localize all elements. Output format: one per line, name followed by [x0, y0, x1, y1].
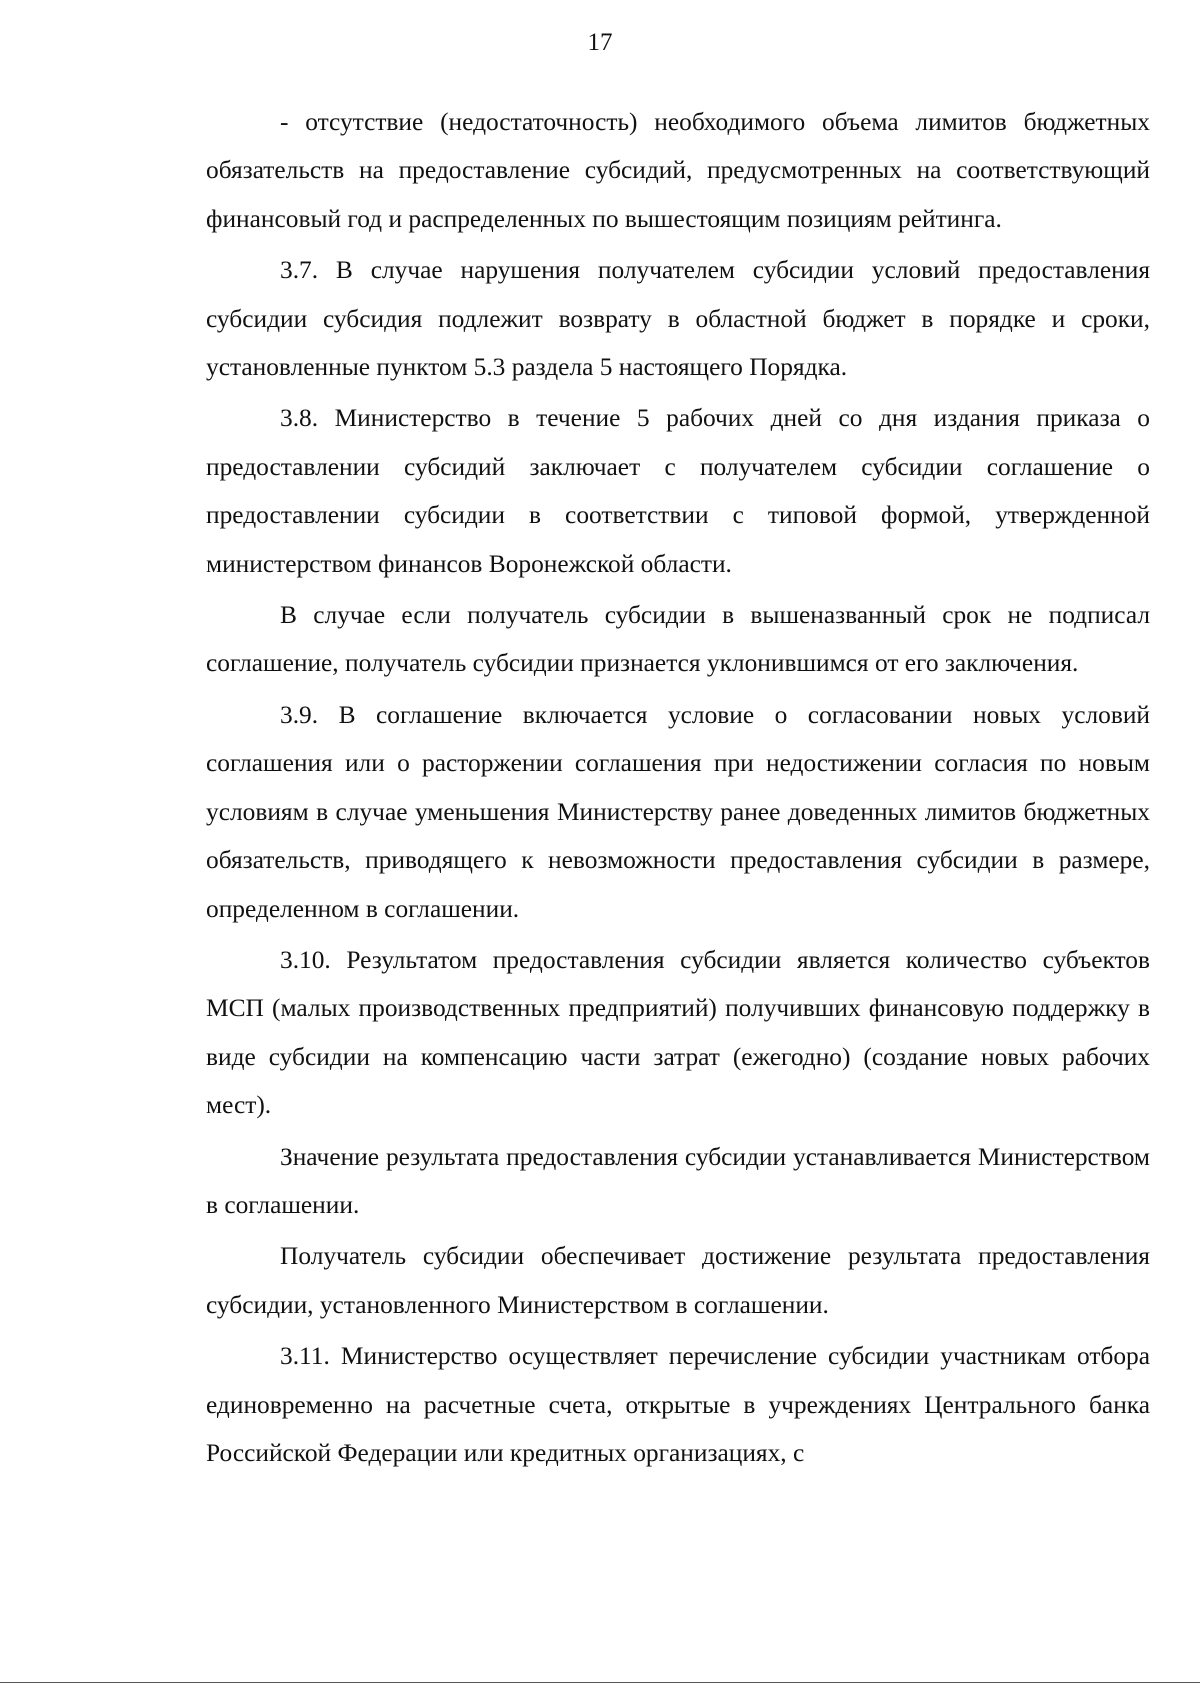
- paragraph-3-9: 3.9. В соглашение включается условие о согласовании новых условий соглашения или о расторжении соглашения при недостижении согласия по новым условиям в случае уменьшения Министерству ранее доведенных лимитов бюджетных обязательств, приводящего к невозможности предоставления субсидии в размере, определенном в соглашении.: [206, 700, 1150, 923]
- paragraph-3-7: 3.7. В случае нарушения получателем субсидии условий предоставления субсидии субсидия подлежит возврату в областной бюджет в порядке и сроки, установленные пунктом 5.3 раздела 5 настоящего Порядка.: [206, 256, 1150, 382]
- page-bottom-rule: [0, 1682, 1200, 1683]
- page-number: 17: [587, 29, 613, 56]
- paragraph-limits-shortage: - отсутствие (недостаточность) необходимого объема лимитов бюджетных обязательств на предоставление субсидий, предусмотренных на соответствующий финансовый год и распределенных по вышестоящим позициям рейтинга.: [206, 108, 1150, 233]
- paragraph-result-value: Значение результата предоставления субсидии устанавливается Министерством в соглашении.: [206, 1142, 1150, 1219]
- paragraph-unsigned-agreement: В случае если получатель субсидии в вышеназванный срок не подписал соглашение, получатель субсидии признается уклонившимся от его заключения.: [206, 601, 1150, 678]
- paragraph-3-8: 3.8. Министерство в течение 5 рабочих дней со дня издания приказа о предоставлении субсидий заключает с получателем субсидии соглашение о предоставлении субсидии в соответствии с типовой формой, утвержденной министерством финансов Воронежской области.: [206, 404, 1150, 578]
- paragraph-3-10: 3.10. Результатом предоставления субсидии является количество субъектов МСП (малых производственных предприятий) получивших финансовую поддержку в виде субсидии на компенсацию части затрат (ежегодно) (создание новых рабочих мест).: [206, 945, 1150, 1120]
- document-body: [206, 98, 1150, 1480]
- paragraph-recipient-ensures: Получатель субсидии обеспечивает достижение результата предоставления субсидии, установленного Министерством в соглашении.: [206, 1242, 1150, 1319]
- paragraph-3-11: 3.11. Министерство осуществляет перечисление субсидии участникам отбора единовременно на расчетные счета, открытые в учреждениях Центрального банка Российской Федерации или кредитных организациях, с: [206, 1342, 1150, 1467]
